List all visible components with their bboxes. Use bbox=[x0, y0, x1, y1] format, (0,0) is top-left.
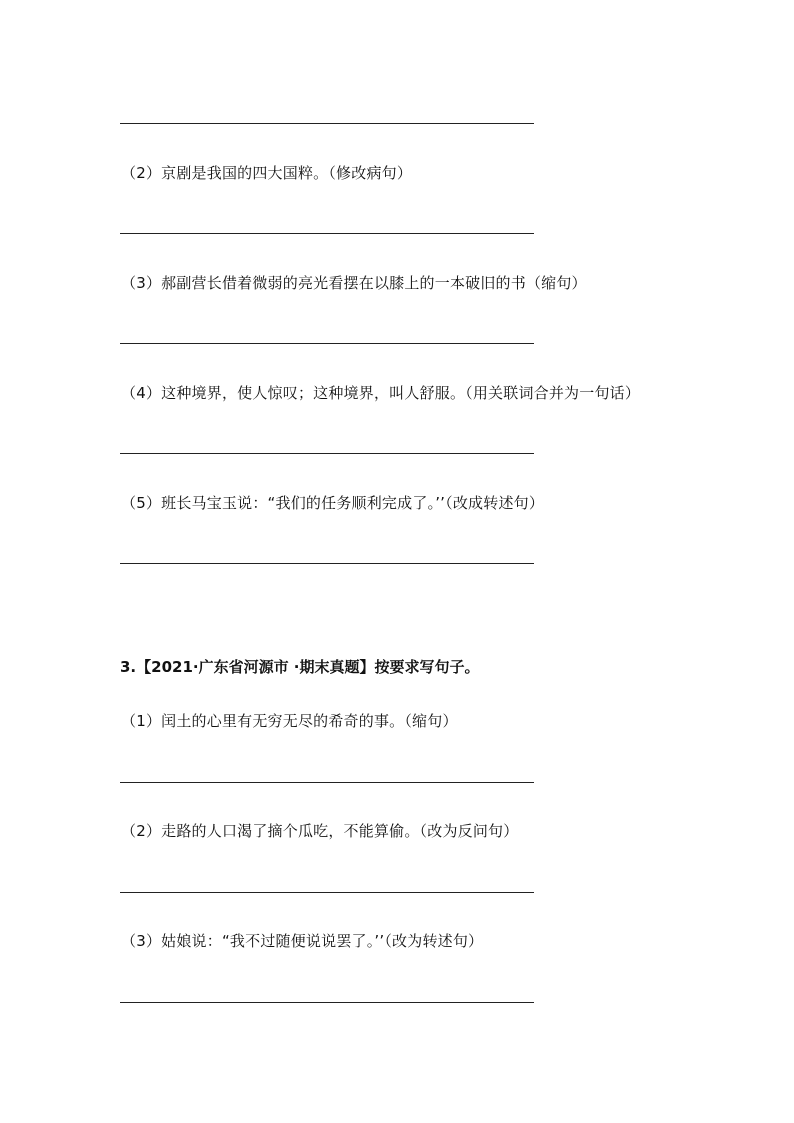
answer-line[interactable] bbox=[120, 892, 534, 893]
answer-line[interactable] bbox=[120, 782, 534, 783]
answer-line[interactable] bbox=[120, 123, 534, 124]
section-3-heading: 3.【2021·广东省河源市 ·期末真题】按要求写句子。 bbox=[120, 658, 480, 676]
question-3-1: （1）闰土的心里有无穷无尽的希奇的事。（缩句） bbox=[121, 712, 458, 730]
answer-line[interactable] bbox=[120, 563, 534, 564]
question-2-2: （2）京剧是我国的四大国粹。（修改病句） bbox=[121, 164, 413, 182]
answer-line[interactable] bbox=[120, 453, 534, 454]
answer-line[interactable] bbox=[120, 343, 534, 344]
answer-line[interactable] bbox=[120, 233, 534, 234]
question-2-3: （3）郝副营长借着微弱的亮光看摆在以膝上的一本破旧的书（缩句） bbox=[121, 274, 587, 292]
answer-line[interactable] bbox=[120, 1002, 534, 1003]
question-3-3: （3）姑娘说：“我不过随便说说罢了。’’（改为转述句） bbox=[121, 932, 484, 950]
question-3-2: （2）走路的人口渴了摘个瓜吃，不能算偷。（改为反问句） bbox=[121, 822, 519, 840]
question-2-4: （4）这种境界，使人惊叹；这种境界，叫人舒服。（用关联词合并为一句话） bbox=[121, 384, 641, 402]
question-2-5: （5）班长马宝玉说：“我们的任务顺利完成了。’’（改成转述句） bbox=[121, 494, 545, 512]
